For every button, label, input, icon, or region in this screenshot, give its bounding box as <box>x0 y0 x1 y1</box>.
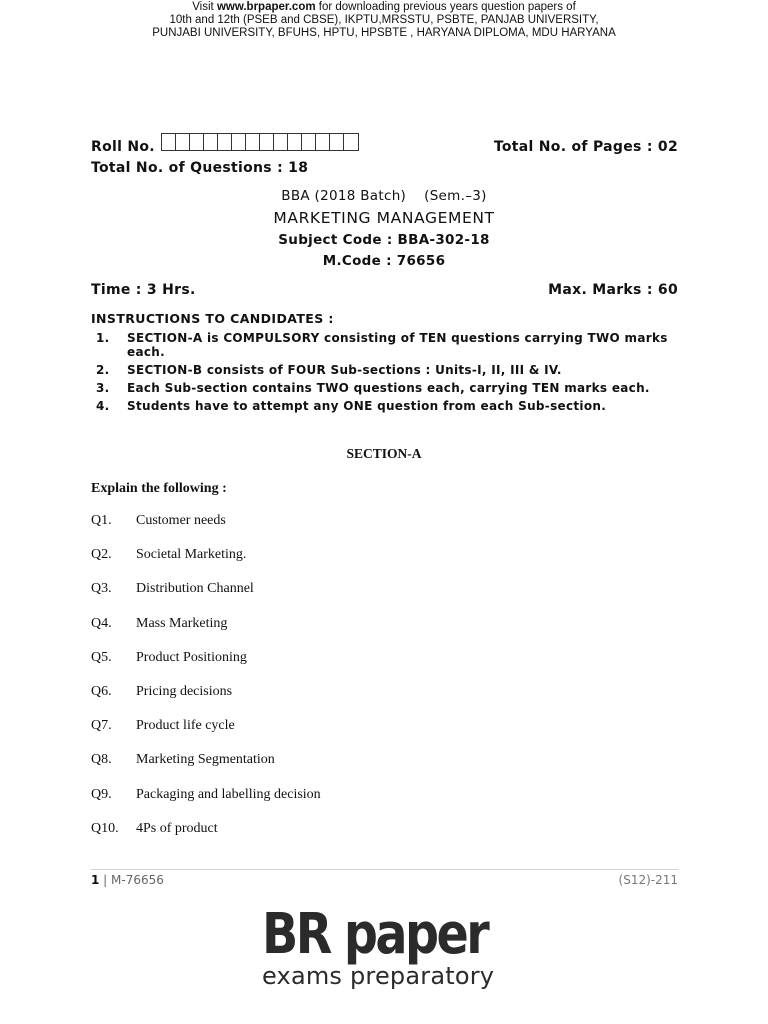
footer-divider <box>91 869 678 870</box>
notice-line-1: Visit www.brpaper.com for downloading previous years question papers of <box>192 1 576 13</box>
page-number: 1 <box>91 873 100 887</box>
notice-line-2: 10th and 12th (PSEB and CBSE), IKPTU,MRSSTU, PSBTE, PANJAB UNIVERSITY, <box>169 14 599 26</box>
website-link[interactable]: www.brpaper.com <box>216 1 316 13</box>
notice-line-3: PUNJABI UNIVERSITY, BFUHS, HPTU, HPSBTE , HARYANA DIPLOMA, MDU HARYANA <box>152 27 616 39</box>
subject-title: MARKETING MANAGEMENT <box>273 209 495 227</box>
instruction-item: 1. SECTION-A is COMPULSORY consisting of TEN questions carrying TWO marks each. <box>96 331 668 359</box>
roll-number-box <box>162 134 176 150</box>
roll-number-box <box>246 134 260 150</box>
roll-number-box <box>302 134 316 150</box>
roll-number-box <box>232 134 246 150</box>
total-questions: Total No. of Questions : 18 <box>91 160 309 176</box>
course-name: BBA (2018 Batch) <box>281 188 407 204</box>
max-marks: Max. Marks : 60 <box>548 282 678 298</box>
roll-number-label: Roll No. <box>91 139 155 155</box>
semester: (Sem.–3) <box>424 188 487 204</box>
download-notice <box>0 1 768 40</box>
footer-page-info: 1 | M-76656 <box>91 873 164 887</box>
roll-number-box <box>274 134 288 150</box>
footer-paper-code: (S12)-211 <box>618 873 678 887</box>
roll-number-boxes <box>161 133 359 151</box>
roll-number-box <box>176 134 190 150</box>
time-marks-row <box>91 282 678 300</box>
instructions-list <box>96 331 680 417</box>
subject-code: Subject Code : BBA-302-18 <box>278 232 490 248</box>
instruction-item: 3. Each Sub-section contains TWO questions each, carrying TEN marks each. <box>96 381 650 395</box>
section-a-title: SECTION-A <box>346 446 422 461</box>
brand-name: BR paper <box>262 902 488 967</box>
instruction-item: 4. Students have to attempt any ONE question from each Sub-section. <box>96 399 607 413</box>
instructions-heading: INSTRUCTIONS TO CANDIDATES : <box>91 311 334 326</box>
roll-number-box <box>316 134 330 150</box>
course-line <box>0 188 768 204</box>
section-a-prompt: Explain the following : <box>91 481 227 496</box>
roll-number-row <box>91 133 678 155</box>
time-allowed: Time : 3 Hrs. <box>91 282 196 298</box>
roll-number-box <box>218 134 232 150</box>
roll-number-box <box>260 134 274 150</box>
brand-tagline: exams preparatory <box>262 962 495 990</box>
roll-number-box <box>288 134 302 150</box>
m-code: M.Code : 76656 <box>322 253 446 269</box>
footer-m-code: M-76656 <box>111 873 164 887</box>
total-pages: Total No. of Pages : 02 <box>493 139 678 155</box>
brpaper-logo <box>262 902 512 990</box>
roll-number-box <box>204 134 218 150</box>
roll-number-box <box>190 134 204 150</box>
instruction-item: 2. SECTION-B consists of FOUR Sub-sections : Units-I, II, III & IV. <box>96 363 562 377</box>
roll-number-box <box>344 134 358 150</box>
roll-number-box <box>330 134 344 150</box>
